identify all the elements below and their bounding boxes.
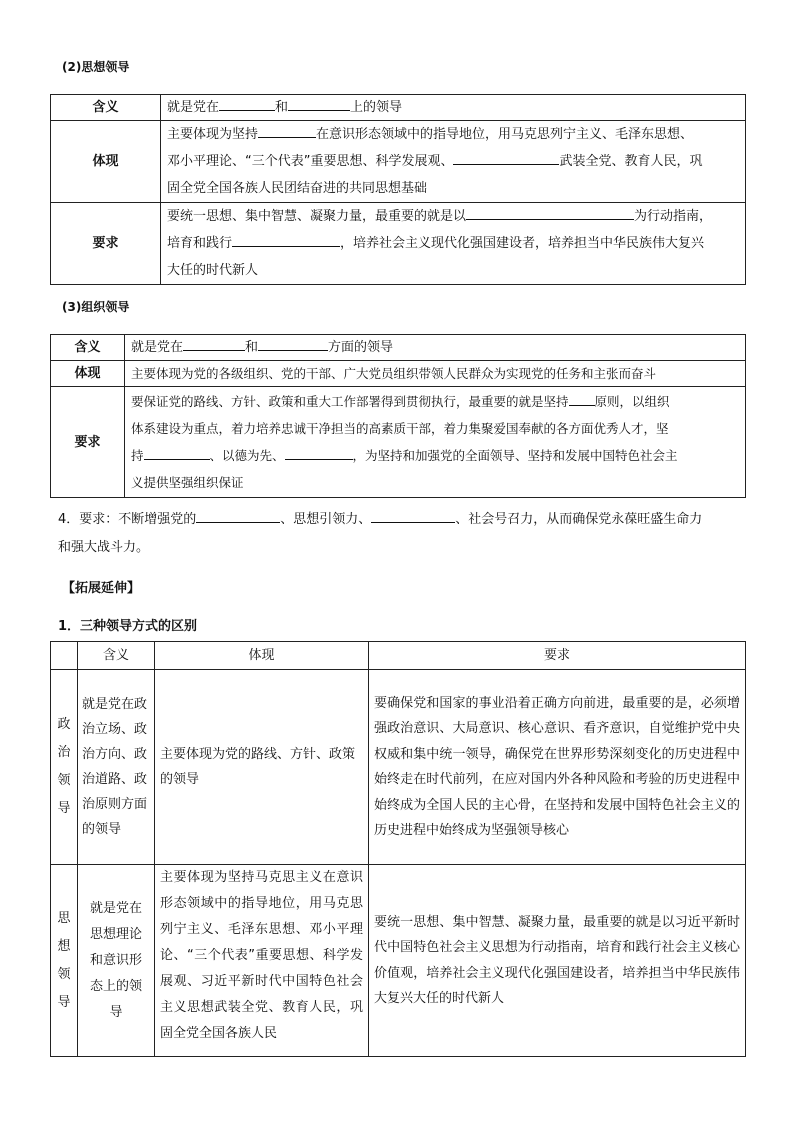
- row-name-ideological: 思想领导: [51, 865, 78, 1057]
- row-label-embodiment: 体现: [51, 121, 161, 203]
- text: 原则，以组织: [594, 394, 670, 409]
- fill-blank[interactable]: [258, 122, 316, 138]
- text: 大任的时代新人: [167, 263, 259, 278]
- requirement-cell: [161, 203, 746, 285]
- fill-blank[interactable]: [183, 335, 245, 351]
- text: ，培养社会主义现代化强国建设者，培养担当中华民族伟大复兴: [340, 236, 705, 251]
- text: 就是党在: [167, 100, 220, 115]
- fill-blank[interactable]: [219, 95, 275, 111]
- text: 体系建设为重点，着力培养忠诚干净担当的高素质干部，着力集聚爱国奉献的各方面优秀人才，坚: [131, 421, 669, 436]
- text: 固全党全国各族人民团结奋进的共同思想基础: [167, 181, 428, 196]
- extension-subheading: 1．三种领导方式的区别: [58, 619, 198, 634]
- embodiment-cell: 主要体现为坚持马克思主义在意识形态领域中的指导地位，用马克思列宁主义、毛泽东思想、邓小平理论、“三个代表”重要思想、科学发展观、习近平新时代中国特色社会主义思想武装全党、教育人民，巩固全党全国各族人民: [155, 865, 369, 1057]
- fill-blank[interactable]: [144, 444, 210, 460]
- text: 要统一思想、集中智慧、凝聚力量，最重要的就是以: [167, 209, 467, 224]
- text: 武装全党、教育人民，巩: [559, 154, 703, 169]
- text: 义提供坚强组织保证: [131, 475, 244, 490]
- row-label-requirement: 要求: [51, 203, 161, 285]
- text: 持: [131, 448, 144, 463]
- text: 4．要求：不断增强党的: [58, 512, 197, 527]
- text: 和强大战斗力。: [58, 540, 150, 555]
- header-empty: [51, 642, 78, 670]
- meaning-cell: [125, 335, 746, 361]
- row-label-requirement: 要求: [51, 387, 125, 498]
- requirement-cell: 要统一思想、集中智慧、凝聚力量，最重要的就是以习近平新时代中国特色社会主义思想为行动指南，培育和践行社会主义核心价值观，培养社会主义现代化强国建设者，培养担当中华民族伟大复兴大任的时代新人: [369, 865, 746, 1057]
- meaning-cell: 就是党在政治立场、政治方向、政治道路、政治原则方面的领导: [78, 670, 155, 865]
- text: 邓小平理论、“三个代表”重要思想、科学发展观、: [167, 154, 454, 169]
- fill-blank[interactable]: [466, 204, 634, 220]
- text: 、思想引领力、: [280, 512, 372, 527]
- text: 、社会号召力，从而确保党永葆旺盛生命力: [455, 512, 703, 527]
- section-heading-ideological: (2)思想领导: [62, 60, 130, 74]
- embodiment-cell: 主要体现为党的各级组织、党的干部、广大党员组织带领人民群众为实现党的任务和主张而奋斗: [125, 361, 746, 387]
- fill-blank[interactable]: [285, 444, 353, 460]
- header-requirement: 要求: [369, 642, 746, 670]
- text: ，为坚持和加强党的全面领导、坚持和发展中国特色社会主: [352, 448, 678, 463]
- fill-blank[interactable]: [453, 149, 559, 165]
- meaning-cell: 就是党在思想理论和意识形态上的领导: [78, 865, 155, 1057]
- text: 培育和践行: [167, 236, 233, 251]
- text: 就是党在: [131, 340, 184, 355]
- header-meaning: 含义: [78, 642, 155, 670]
- fill-blank[interactable]: [232, 231, 340, 247]
- embodiment-cell: 主要体现为党的路线、方针、政策的领导: [155, 670, 369, 865]
- header-embodiment: 体现: [155, 642, 369, 670]
- fill-blank[interactable]: [258, 335, 328, 351]
- fill-blank[interactable]: [569, 390, 595, 406]
- fill-blank[interactable]: [196, 507, 280, 523]
- text: 主要体现为坚持: [167, 127, 259, 142]
- text: 在意识形态领域中的指导地位，用马克思列宁主义、毛泽东思想、: [316, 127, 694, 142]
- meaning-cell: [161, 95, 746, 121]
- fill-blank[interactable]: [288, 95, 350, 111]
- embodiment-cell: [161, 121, 746, 203]
- text: 为行动指南，: [634, 209, 713, 224]
- ideological-leadership-table: [50, 94, 746, 285]
- text: 和: [245, 340, 259, 355]
- text: 要保证党的路线、方针、政策和重大工作部署得到贯彻执行，最重要的就是坚持: [131, 394, 569, 409]
- text: 方面的领导: [328, 340, 394, 355]
- row-label-meaning: 含义: [51, 335, 125, 361]
- organizational-leadership-table: [50, 334, 746, 498]
- extension-heading: 【拓展延伸】: [62, 581, 141, 596]
- leadership-comparison-table: [50, 641, 746, 1057]
- table-row: [51, 865, 746, 1057]
- row-name-political: 政治领导: [51, 670, 78, 865]
- requirement-cell: [125, 387, 746, 498]
- text: 上的领导: [350, 100, 403, 115]
- text: 和: [275, 100, 289, 115]
- table-row: [51, 670, 746, 865]
- row-label-meaning: 含义: [51, 95, 161, 121]
- point-4-requirement: [58, 506, 748, 562]
- section-heading-organizational: (3)组织领导: [62, 300, 130, 314]
- text: 、以德为先、: [209, 448, 285, 463]
- row-label-embodiment: 体现: [51, 361, 125, 387]
- requirement-cell: 要确保党和国家的事业沿着正确方向前进，最重要的是，必须增强政治意识、大局意识、核心意识、看齐意识，自觉维护党中央权威和集中统一领导，确保党在世界形势深刻变化的历史进程中始终走在时代前列，在应对国内外各种风险和考验的历史进程中始终成为全国人民的主心骨，在坚持和发展中国特色社会主义的历史进程中始终成为坚强领导核心: [369, 670, 746, 865]
- fill-blank[interactable]: [371, 507, 455, 523]
